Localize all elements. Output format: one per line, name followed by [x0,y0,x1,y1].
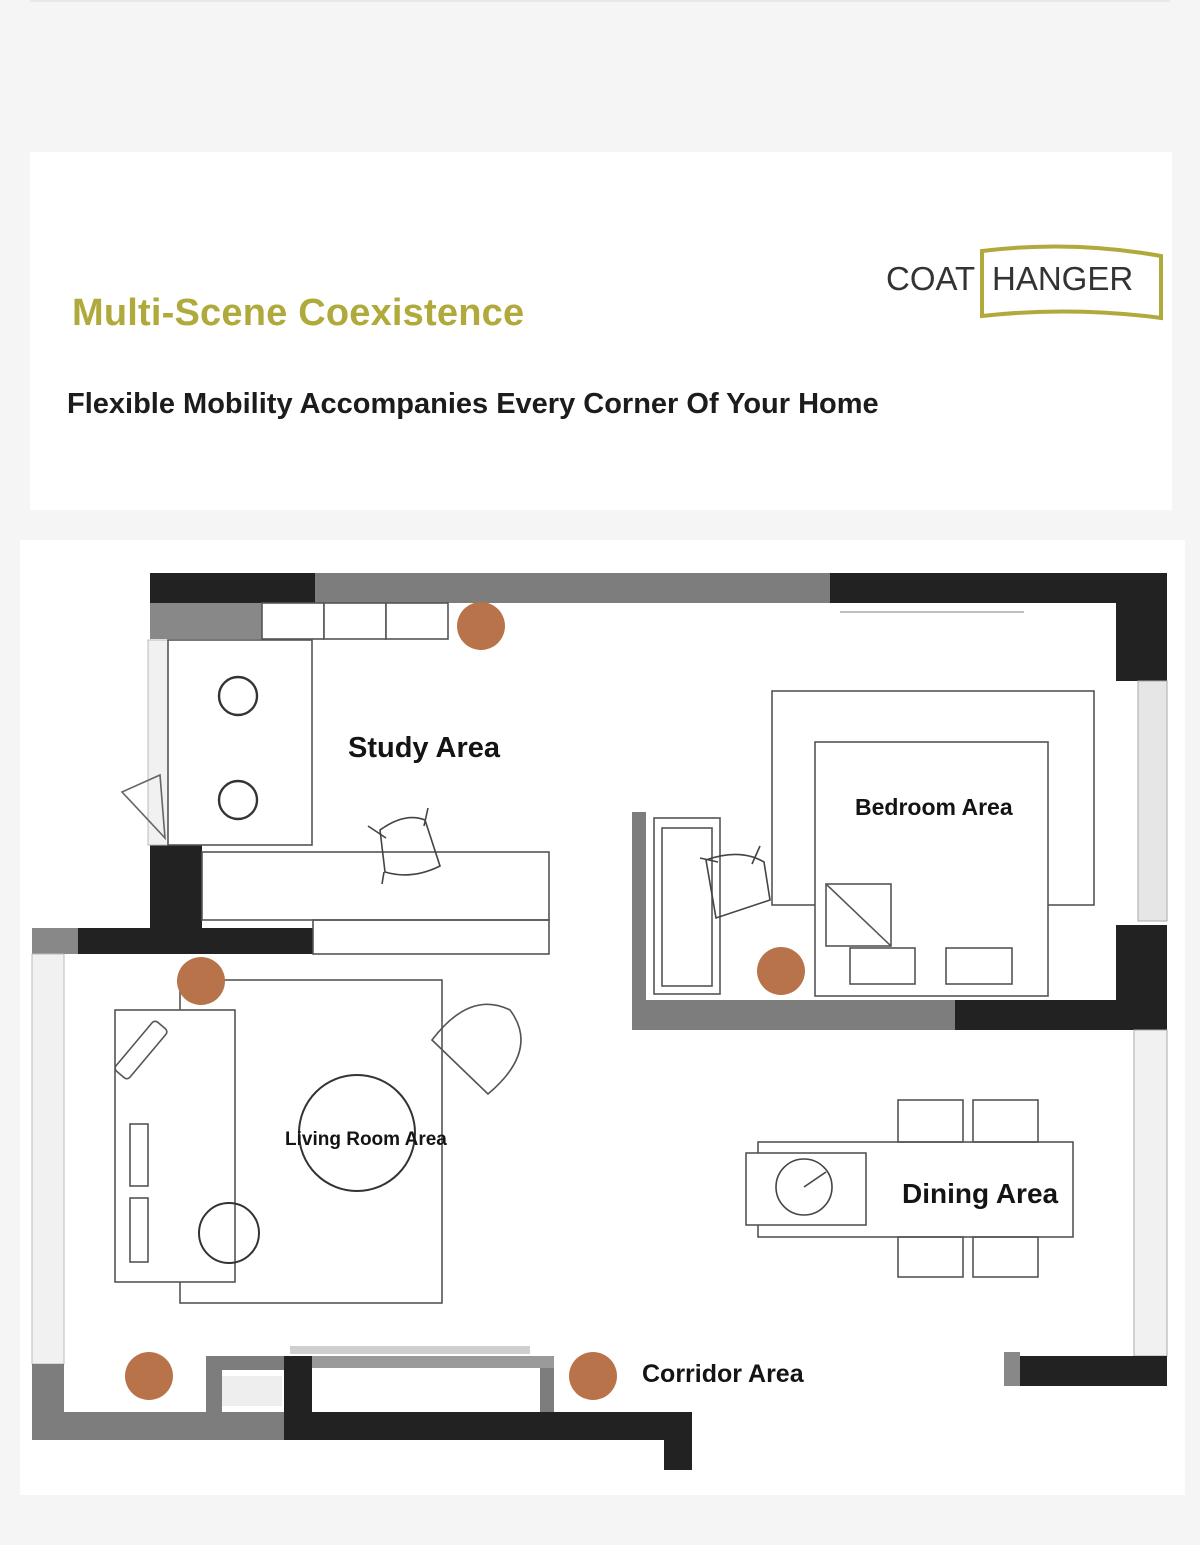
logo-text-coat: COAT [886,260,976,297]
brand-logo [882,244,1172,324]
logo-text-hanger: HANGER [992,260,1134,297]
page-title: Multi-Scene Coexistence [72,292,525,334]
marker-living [177,957,225,1005]
header-card [30,152,1172,510]
label-bedroom-area: Bedroom Area [855,794,1013,820]
floor-plan [0,512,1200,1502]
label-living-room-area: Living Room Area [285,1129,447,1150]
marker-study [457,602,505,650]
marker-bedroom [757,947,805,995]
page-subtitle: Flexible Mobility Accompanies Every Corner Of Your Home [67,388,879,420]
label-dining-area: Dining Area [902,1178,1059,1209]
marker-corridor-left [125,1352,173,1400]
top-divider [30,0,1170,2]
label-study-area: Study Area [348,732,501,764]
floor-plan-drawing [0,512,1200,1502]
marker-corridor [569,1352,617,1400]
label-corridor-area: Corridor Area [642,1360,804,1388]
